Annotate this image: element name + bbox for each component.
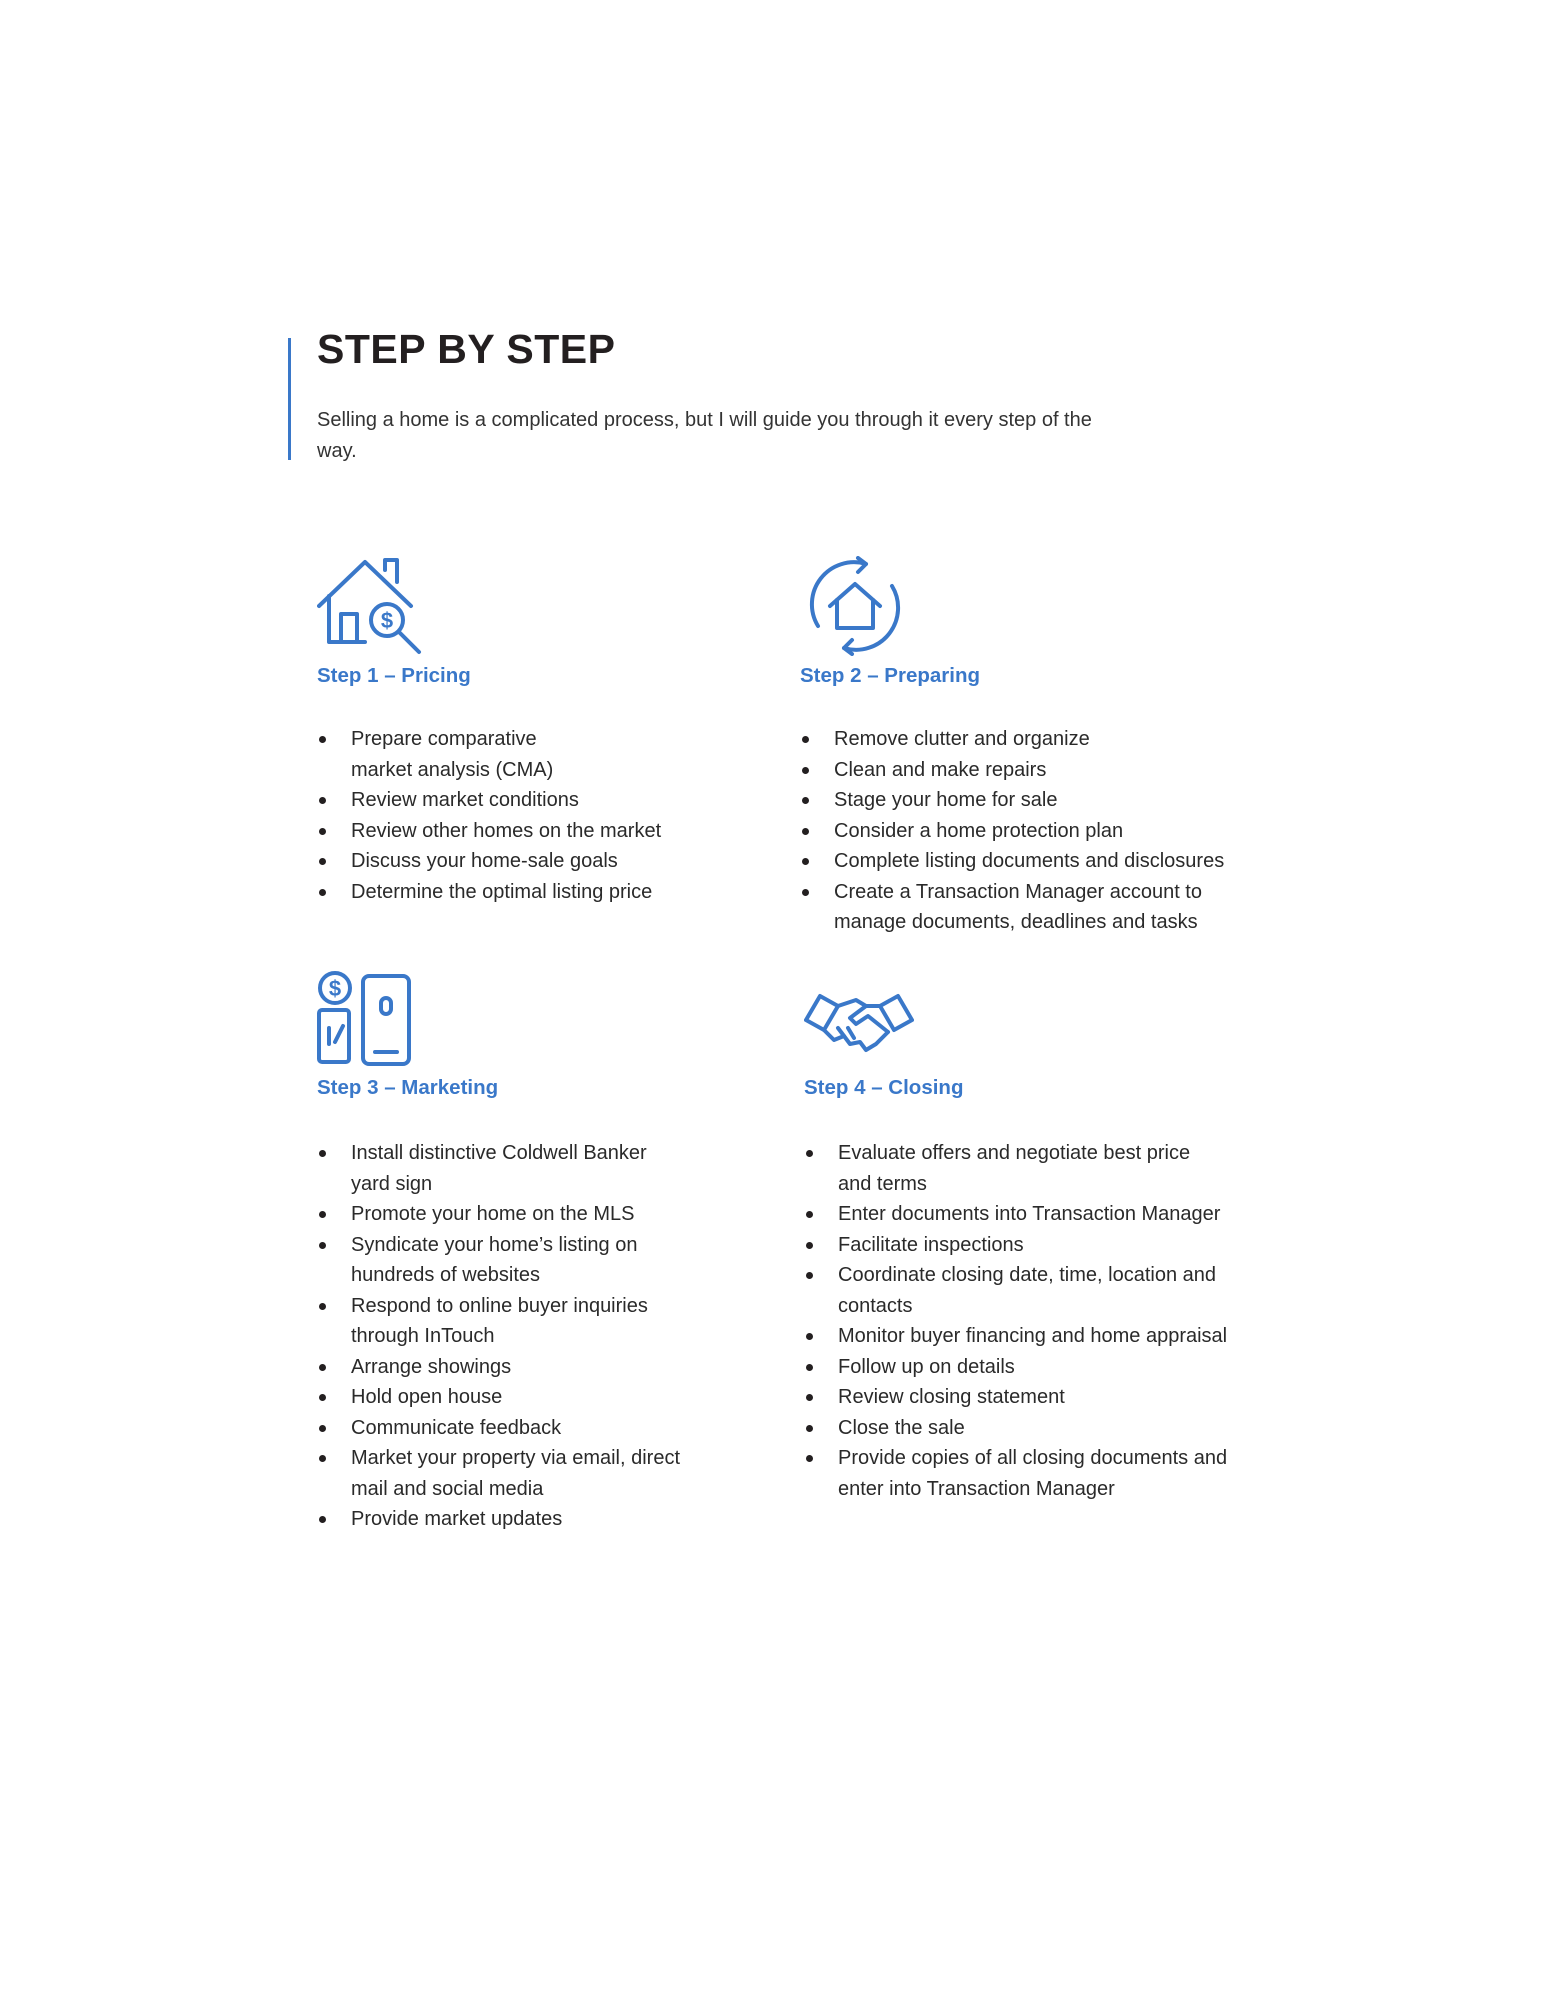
list-item: Discuss your home-sale goals <box>317 846 737 877</box>
house-refresh-icon <box>800 556 910 656</box>
step-title: Step 3 – Marketing <box>317 1076 499 1099</box>
list-item: Review other homes on the market <box>317 816 737 847</box>
list-item: Review market conditions <box>317 785 737 816</box>
list-item: Market your property via email, direct mail and social media <box>317 1443 721 1504</box>
list-item: Provide market updates <box>317 1504 737 1535</box>
list-item: Create a Transaction Manager account to manage documents, deadlines and tasks <box>800 877 1234 938</box>
handshake-icon <box>804 970 914 1070</box>
list-item: Promote your home on the MLS <box>317 1199 737 1230</box>
list-item: Consider a home protection plan <box>800 816 1260 847</box>
list-item: Enter documents into Transaction Manager <box>804 1199 1264 1230</box>
svg-text:$: $ <box>380 608 394 633</box>
phone-card-dollar-icon <box>317 970 427 1070</box>
list-item: Facilitate inspections <box>804 1230 1264 1261</box>
step-title: Step 4 – Closing <box>804 1076 964 1099</box>
page-title: STEP BY STEP <box>317 326 616 372</box>
list-item: Hold open house <box>317 1382 737 1413</box>
list-item: Remove clutter and organize <box>800 724 1260 755</box>
list-item: Determine the optimal listing price <box>317 877 737 908</box>
step-title: Step 2 – Preparing <box>800 664 981 687</box>
list-item: Review closing statement <box>804 1382 1264 1413</box>
step-bullet-list <box>804 1138 1264 1504</box>
list-item: Stage your home for sale <box>800 785 1260 816</box>
list-item: Follow up on details <box>804 1352 1264 1383</box>
list-item: Coordinate closing date, time, location and contacts <box>804 1260 1228 1321</box>
list-item: Syndicate your home’s listing on hundreds of websites <box>317 1230 681 1291</box>
list-item: Complete listing documents and disclosures <box>800 846 1260 877</box>
step-bullet-list <box>317 1138 737 1535</box>
step-bullet-list <box>317 724 737 907</box>
list-item: Evaluate offers and negotiate best price and terms <box>804 1138 1228 1199</box>
list-item: Provide copies of all closing documents and enter into Transaction Manager <box>804 1443 1228 1504</box>
list-item: Prepare comparative market analysis (CMA) <box>317 724 581 785</box>
list-item: Clean and make repairs <box>800 755 1260 786</box>
accent-bar <box>288 338 291 460</box>
intro-text: Selling a home is a complicated process, but I will guide you through it every step of the way. <box>317 409 1092 462</box>
list-item: Monitor buyer financing and home appraisal <box>804 1321 1264 1352</box>
house-magnifier-dollar-icon <box>317 556 427 656</box>
svg-text:$: $ <box>328 976 342 1001</box>
list-item: Respond to online buyer inquiries through InTouch <box>317 1291 691 1352</box>
step-bullet-list <box>800 724 1260 938</box>
list-item: Communicate feedback <box>317 1413 737 1444</box>
list-item: Arrange showings <box>317 1352 737 1383</box>
list-item: Install distinctive Coldwell Banker yard sign <box>317 1138 671 1199</box>
list-item: Close the sale <box>804 1413 1264 1444</box>
step-title: Step 1 – Pricing <box>317 664 471 687</box>
